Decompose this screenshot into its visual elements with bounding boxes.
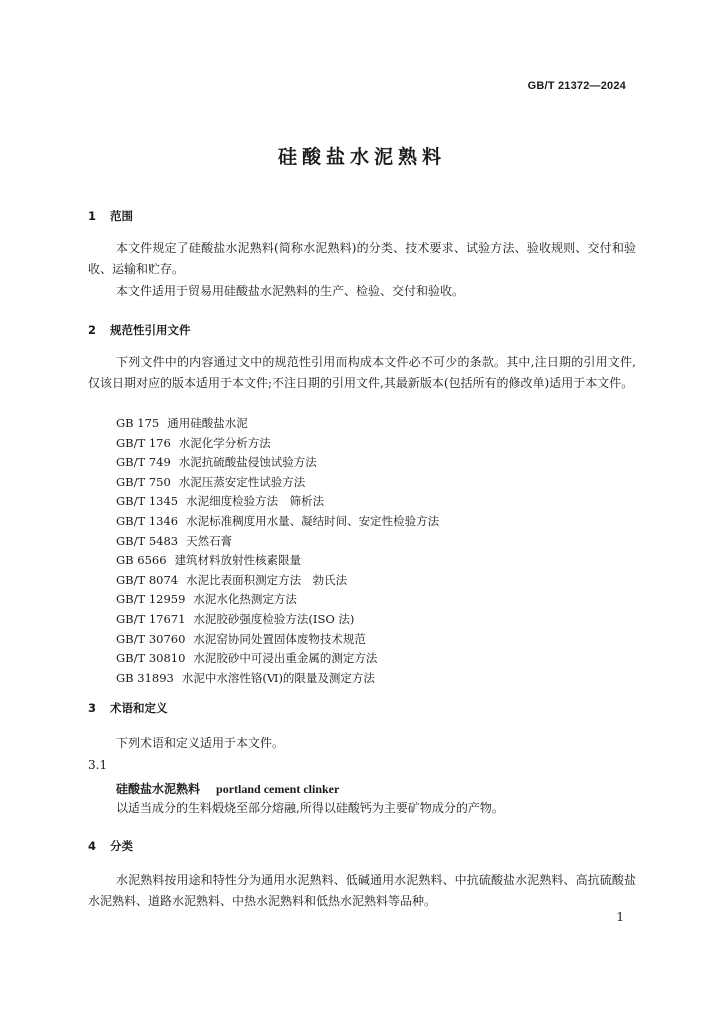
reference-item [116, 473, 439, 493]
section-1-paragraph-1: 本文件规定了硅酸盐水泥熟料(简称水泥熟料)的分类、技术要求、试验方法、验收规则、交付和验收、运输和贮存。 [88, 241, 636, 276]
section-number: 3 [88, 701, 97, 715]
section-2-intro: 下列文件中的内容通过文中的规范性引用而构成本文件必不可少的条款。其中,注日期的引用文件,仅该日期对应的版本适用于本文件;不注日期的引用文件,其最新版本(包括所有的修改单)适用于本文件。 [88, 355, 636, 390]
term-chinese: 硅酸盐水泥熟料 [116, 782, 201, 796]
page-number: 1 [616, 910, 624, 924]
reference-code: GB/T 8074 [116, 572, 179, 587]
section-4-heading [88, 838, 133, 854]
reference-code: GB/T 30810 [116, 651, 186, 666]
section-number: 1 [88, 209, 97, 223]
reference-item [116, 532, 439, 552]
reference-code: GB/T 749 [116, 455, 171, 470]
term-english: portland cement clinker [216, 782, 340, 796]
section-1-paragraph-2: 本文件适用于贸易用硅酸盐水泥熟料的生产、检验、交付和验收。 [116, 284, 465, 298]
section-title: 术语和定义 [110, 701, 168, 715]
reference-title: 水泥化学分析方法 [178, 435, 271, 450]
reference-title: 通用硅酸盐水泥 [167, 416, 248, 430]
reference-item [116, 649, 439, 669]
section-3-intro: 下列术语和定义适用于本文件。 [116, 736, 285, 750]
clause-number: 3.1 [88, 758, 108, 772]
reference-code: GB/T 1346 [116, 513, 179, 528]
section-4-paragraph: 水泥熟料按用途和特性分为通用水泥熟料、低碱通用水泥熟料、中抗硫酸盐水泥熟料、高抗硫酸盐水泥熟料、道路水泥熟料、中热水泥熟料和低热水泥熟料等品种。 [88, 873, 636, 908]
reference-code: GB/T 17671 [116, 611, 186, 626]
reference-title: 水泥标准稠度用水量、凝结时间、安定性检验方法 [186, 513, 440, 528]
reference-item [116, 590, 439, 610]
section-1-heading [88, 208, 133, 224]
reference-title: 水泥中水溶性铬(Ⅵ)的限量及测定方法 [181, 670, 375, 685]
reference-item [116, 669, 439, 689]
reference-item [116, 434, 439, 454]
reference-code: GB/T 176 [116, 435, 171, 450]
reference-title: 水泥胶砂强度检验方法(ISO 法) [193, 611, 355, 626]
reference-title: 水泥比表面积测定方法 勃氏法 [186, 572, 348, 587]
term-entry [116, 780, 339, 797]
reference-title: 水泥胶砂中可浸出重金属的测定方法 [193, 651, 378, 666]
reference-item [116, 571, 439, 591]
section-number: 4 [88, 839, 97, 853]
reference-title: 建筑材料放射性核素限量 [174, 553, 302, 568]
reference-item [116, 492, 439, 512]
reference-code: GB/T 750 [116, 474, 171, 489]
section-title: 分类 [110, 839, 133, 853]
reference-item [116, 630, 439, 650]
reference-title: 水泥窑协同处置固体废物技术规范 [193, 631, 366, 646]
section-3-heading [88, 700, 168, 716]
reference-code: GB 175 [116, 416, 160, 430]
document-title: 硅酸盐水泥熟料 [277, 146, 446, 168]
reference-title: 水泥水化热测定方法 [193, 592, 297, 607]
normative-references-list [116, 414, 439, 688]
reference-title: 水泥压蒸安定性试验方法 [178, 474, 306, 489]
section-2-heading [88, 322, 191, 338]
reference-item [116, 453, 439, 473]
reference-code: GB/T 30760 [116, 631, 186, 646]
reference-code: GB 31893 [116, 670, 174, 685]
reference-title: 水泥抗硫酸盐侵蚀试验方法 [178, 455, 317, 470]
reference-title: 天然石膏 [186, 533, 233, 548]
reference-item [116, 512, 439, 532]
reference-item [116, 551, 439, 571]
reference-code: GB 6566 [116, 553, 167, 568]
standard-code: GB/T 21372—2024 [527, 80, 626, 92]
reference-item [116, 610, 439, 630]
reference-item [116, 414, 439, 434]
reference-code: GB/T 12959 [116, 592, 186, 607]
section-number: 2 [88, 323, 97, 337]
reference-code: GB/T 1345 [116, 494, 179, 509]
section-title: 规范性引用文件 [110, 323, 191, 337]
reference-code: GB/T 5483 [116, 533, 179, 548]
term-definition: 以适当成分的生料煅烧至部分熔融,所得以硅酸钙为主要矿物成分的产物。 [116, 801, 504, 815]
section-title: 范围 [110, 209, 133, 223]
reference-title: 水泥细度检验方法 筛析法 [186, 494, 325, 509]
